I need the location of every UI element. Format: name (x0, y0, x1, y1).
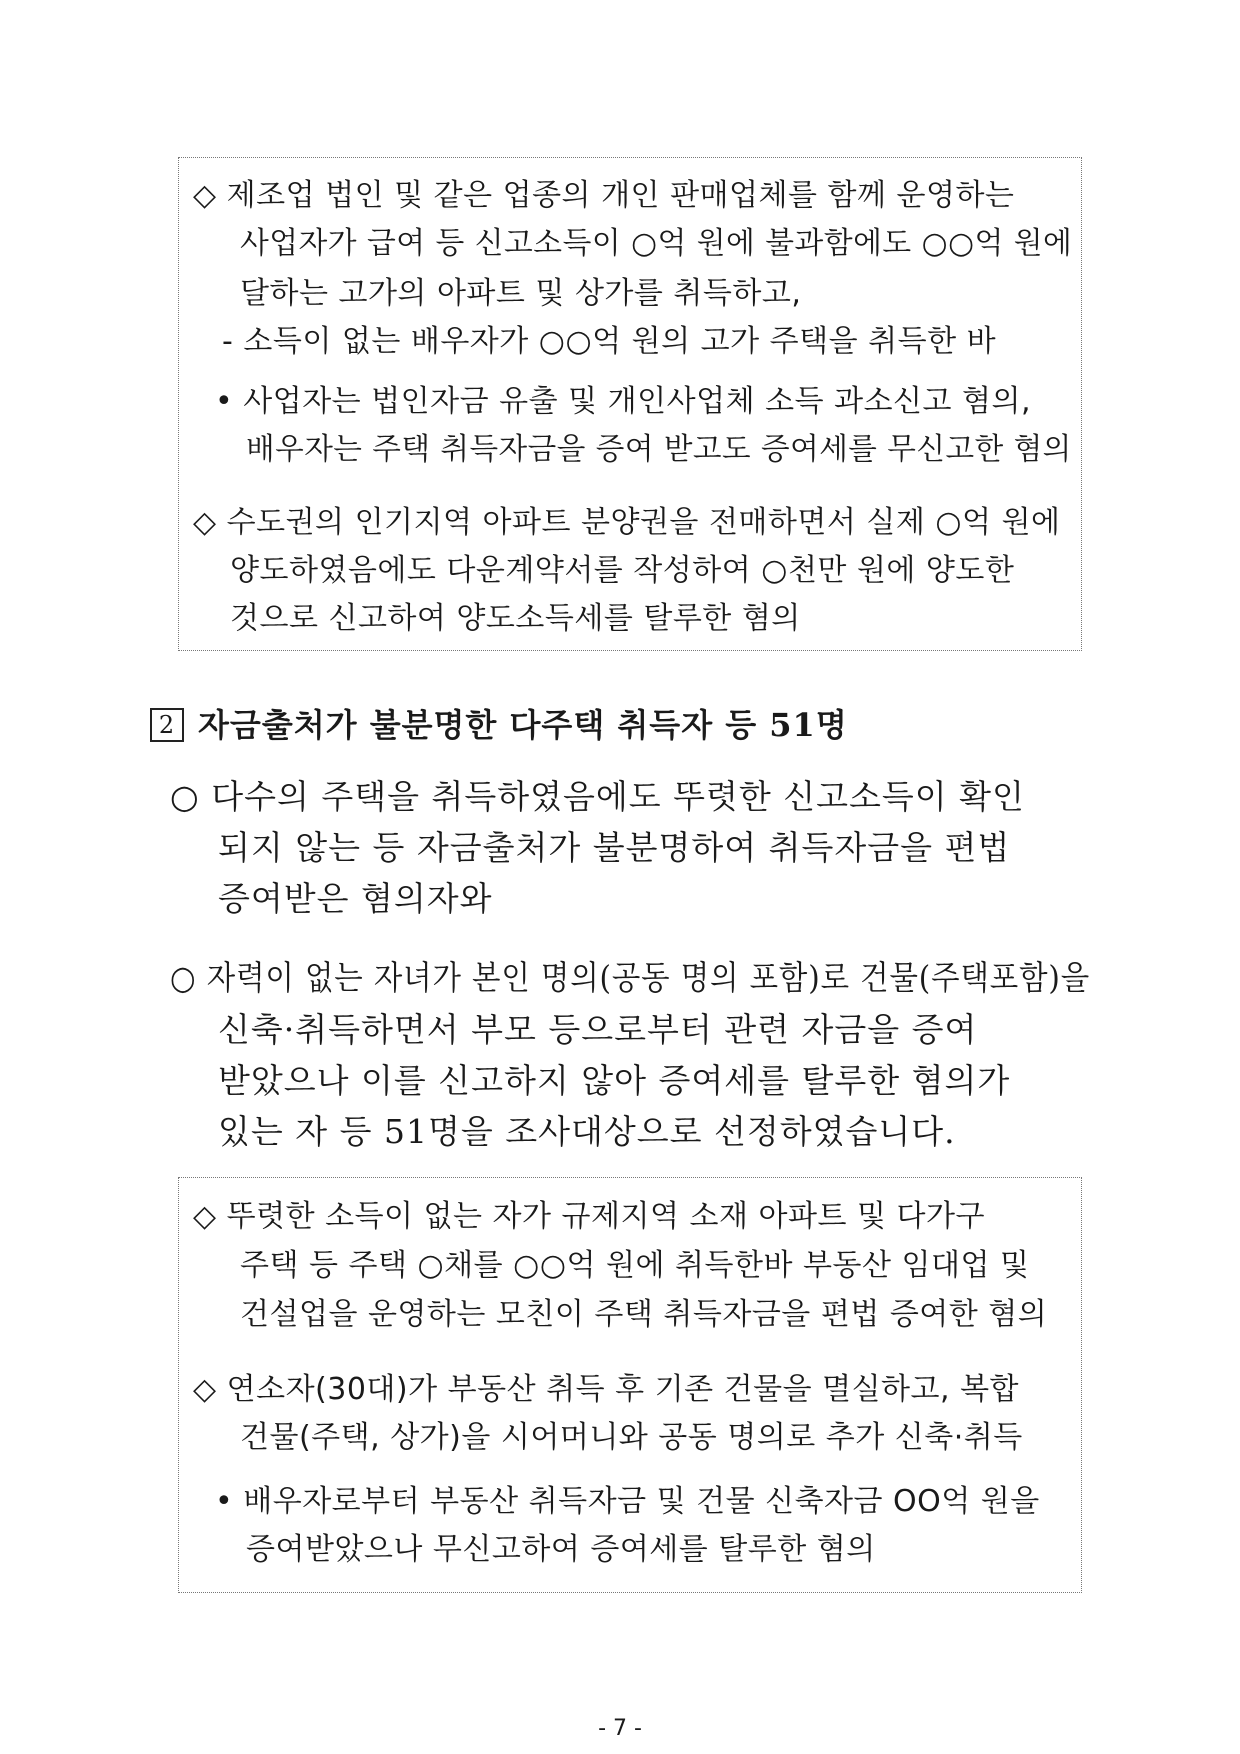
para2-line-2: 신축·취득하면서 부모 등으로부터 관련 자금을 증여 (218, 1010, 978, 1049)
box1-line-5: • 사업자는 법인자금 유출 및 개인사업체 소득 과소신고 혐의, (215, 384, 1032, 419)
box2-line-6: • 배우자로부터 부동산 취득자금 및 건물 신축자금 OO억 원을 (215, 1484, 1040, 1519)
para1-line-3: 증여받은 혐의자와 (218, 879, 493, 918)
box2-line-1: ◇ 뚜렷한 소득이 없는 자가 규제지역 소재 아파트 및 다가구 (193, 1199, 985, 1234)
page-number: - 7 - (598, 1716, 642, 1741)
box1-line-1: ◇ 제조업 법인 및 같은 업종의 개인 판매업체를 함께 운영하는 (193, 178, 1015, 213)
para2-line-1: ○ 자력이 없는 자녀가 본인 명의(공동 명의 포함)로 건물(주택포함)을 (170, 958, 1091, 997)
box1-line-2: 사업자가 급여 등 신고소득이 ○억 원에 불과함에도 ○○억 원에 (240, 226, 1073, 261)
box2-line-5: 건물(주택, 상가)을 시어머니와 공동 명의로 추가 신축·취득 (240, 1420, 1023, 1455)
section-title: 자금출처가 불분명한 다주택 취득자 등 51명 (198, 706, 848, 744)
box1-line-6: 배우자는 주택 취득자금을 증여 받고도 증여세를 무신고한 혐의 (246, 432, 1072, 467)
box1-line-9: 것으로 신고하여 양도소득세를 탈루한 혐의 (230, 601, 801, 636)
box1-line-8: 양도하였음에도 다운계약서를 작성하여 ○천만 원에 양도한 (230, 553, 1015, 588)
box2-line-2: 주택 등 주택 ○채를 ○○억 원에 취득한바 부동산 임대업 및 (240, 1248, 1030, 1283)
section-number: 2 (150, 708, 184, 742)
section-heading (150, 704, 848, 746)
para1-line-1: ○ 다수의 주택을 취득하였음에도 뚜렷한 신고소득이 확인 (170, 777, 1025, 816)
box2-line-3: 건설업을 운영하는 모친이 주택 취득자금을 편법 증여한 혐의 (240, 1297, 1048, 1332)
box1-line-7: ◇ 수도권의 인기지역 아파트 분양권을 전매하면서 실제 ○억 원에 (193, 505, 1061, 540)
box2-line-4: ◇ 연소자(30대)가 부동산 취득 후 기존 건물을 멸실하고, 복합 (193, 1372, 1020, 1407)
box2-line-7: 증여받았으나 무신고하여 증여세를 탈루한 혐의 (246, 1532, 876, 1567)
para2-line-3: 받았으나 이를 신고하지 않아 증여세를 탈루한 혐의가 (218, 1061, 1011, 1100)
box1-line-4: - 소득이 없는 배우자가 ○○억 원의 고가 주택을 취득한 바 (222, 324, 997, 359)
para2-line-4: 있는 자 등 51명을 조사대상으로 선정하였습니다. (218, 1112, 956, 1151)
para1-line-2: 되지 않는 등 자금출처가 불분명하여 취득자금을 편법 (218, 828, 1011, 867)
box1-line-3: 달하는 고가의 아파트 및 상가를 취득하고, (240, 276, 802, 311)
